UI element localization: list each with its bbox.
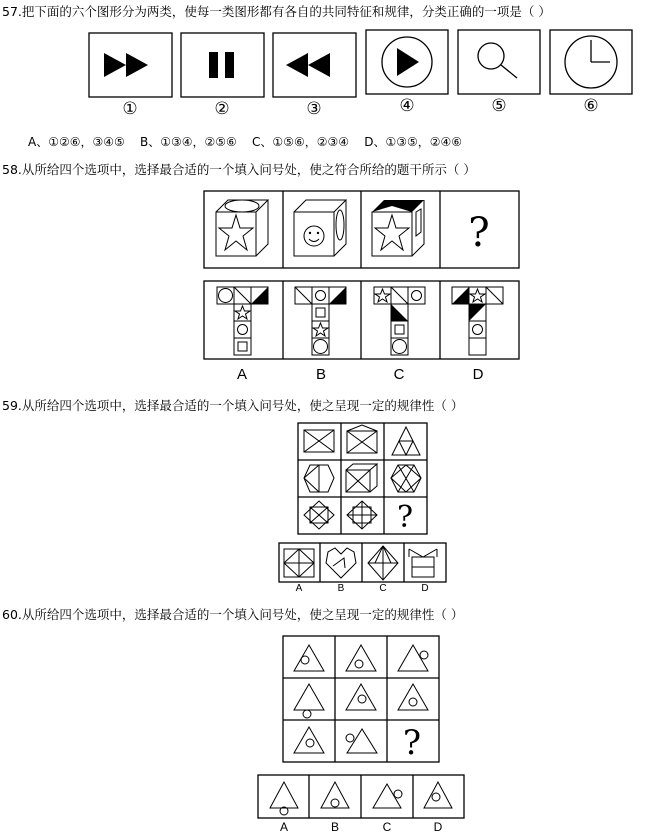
- figure-label-5: ⑤: [491, 96, 507, 115]
- grid-cell-2-3: [398, 684, 428, 710]
- q60-option-label-c: C: [382, 820, 392, 834]
- q59-option-label-a: A: [295, 583, 303, 594]
- grid-cell-1-3: [392, 427, 420, 455]
- figure-label-1: ①: [122, 99, 138, 118]
- option-a-figure: [284, 549, 314, 577]
- option-b-figure: [321, 782, 349, 808]
- cube-2: [294, 200, 346, 256]
- figure-label-3: ③: [306, 99, 322, 118]
- question-57-options: A、①②⑥，③④⑤ B、①③④，②⑤⑥ C、①⑤⑥，②③④ D、①③⑤，②④⑥: [28, 135, 463, 149]
- option-d-figure: [424, 782, 452, 808]
- question-60-options: [0, 0, 656, 60]
- grid-cell-1-2: [346, 645, 376, 671]
- q59-option-label-b: B: [337, 583, 345, 594]
- cube-1: [216, 200, 268, 256]
- option-b-figure: [326, 548, 356, 578]
- grid-cell-2-1: [304, 465, 334, 492]
- grid-cell-1-3: [398, 645, 428, 671]
- net-b: [295, 287, 346, 355]
- q59-option-label-d: D: [421, 583, 429, 594]
- net-a: [217, 287, 268, 355]
- q59-option-label-c: C: [379, 583, 387, 594]
- option-c-figure: [368, 546, 398, 580]
- q58-option-label-c: C: [393, 366, 405, 383]
- grid-cell-2-2: [346, 684, 376, 710]
- figure-label-2: ②: [214, 99, 230, 118]
- grid-cell-3-1: [294, 727, 324, 753]
- figure-label-6: ⑥: [583, 96, 599, 115]
- figure-label-4: ④: [399, 96, 415, 115]
- q58-option-label-a: A: [236, 366, 247, 383]
- grid-cell-3-2: [346, 729, 377, 753]
- grid-cell-2-1: [294, 684, 324, 718]
- question-mark: ?: [396, 500, 414, 535]
- q58-option-label-b: B: [315, 366, 326, 383]
- net-d: [452, 287, 503, 355]
- grid-cell-1-1: [304, 430, 334, 452]
- option-a-figure: [270, 782, 298, 815]
- q58-option-label-d: D: [472, 366, 484, 383]
- q60-option-label-d: D: [433, 820, 443, 834]
- grid-cell-2-3: [391, 465, 421, 492]
- grid-cell-1-2: [347, 425, 377, 453]
- grid-cell-2-2: [346, 464, 377, 492]
- option-d-figure: [409, 549, 437, 577]
- question-mark: ?: [468, 210, 490, 256]
- question-59-text: 59.从所给四个选项中，选择最合适的一个填入问号处，使之呈现一定的规律性（ ）: [2, 398, 464, 413]
- question-58-text: 58.从所给四个选项中，选择最合适的一个填入问号处，使之符合所给的题干所示（ ）: [2, 162, 476, 177]
- question-57-text: 57.把下面的六个图形分为两类，使每一类图形都有各自的共同特征和规律，分类正确的一项是（ ）: [2, 4, 551, 19]
- question-mark: ?: [402, 723, 422, 763]
- option-c-figure: [373, 784, 402, 808]
- q60-option-label-b: B: [330, 820, 339, 834]
- question-60-text: 60.从所给四个选项中，选择最合适的一个填入问号处，使之呈现一定的规律性（ ）: [2, 607, 464, 622]
- grid-cell-1-1: [294, 645, 324, 671]
- cube-3: [372, 200, 424, 256]
- q60-option-label-a: A: [279, 820, 288, 834]
- net-c: [374, 287, 425, 355]
- grid-cell-3-2: [347, 501, 377, 529]
- grid-cell-3-1: [304, 501, 334, 529]
